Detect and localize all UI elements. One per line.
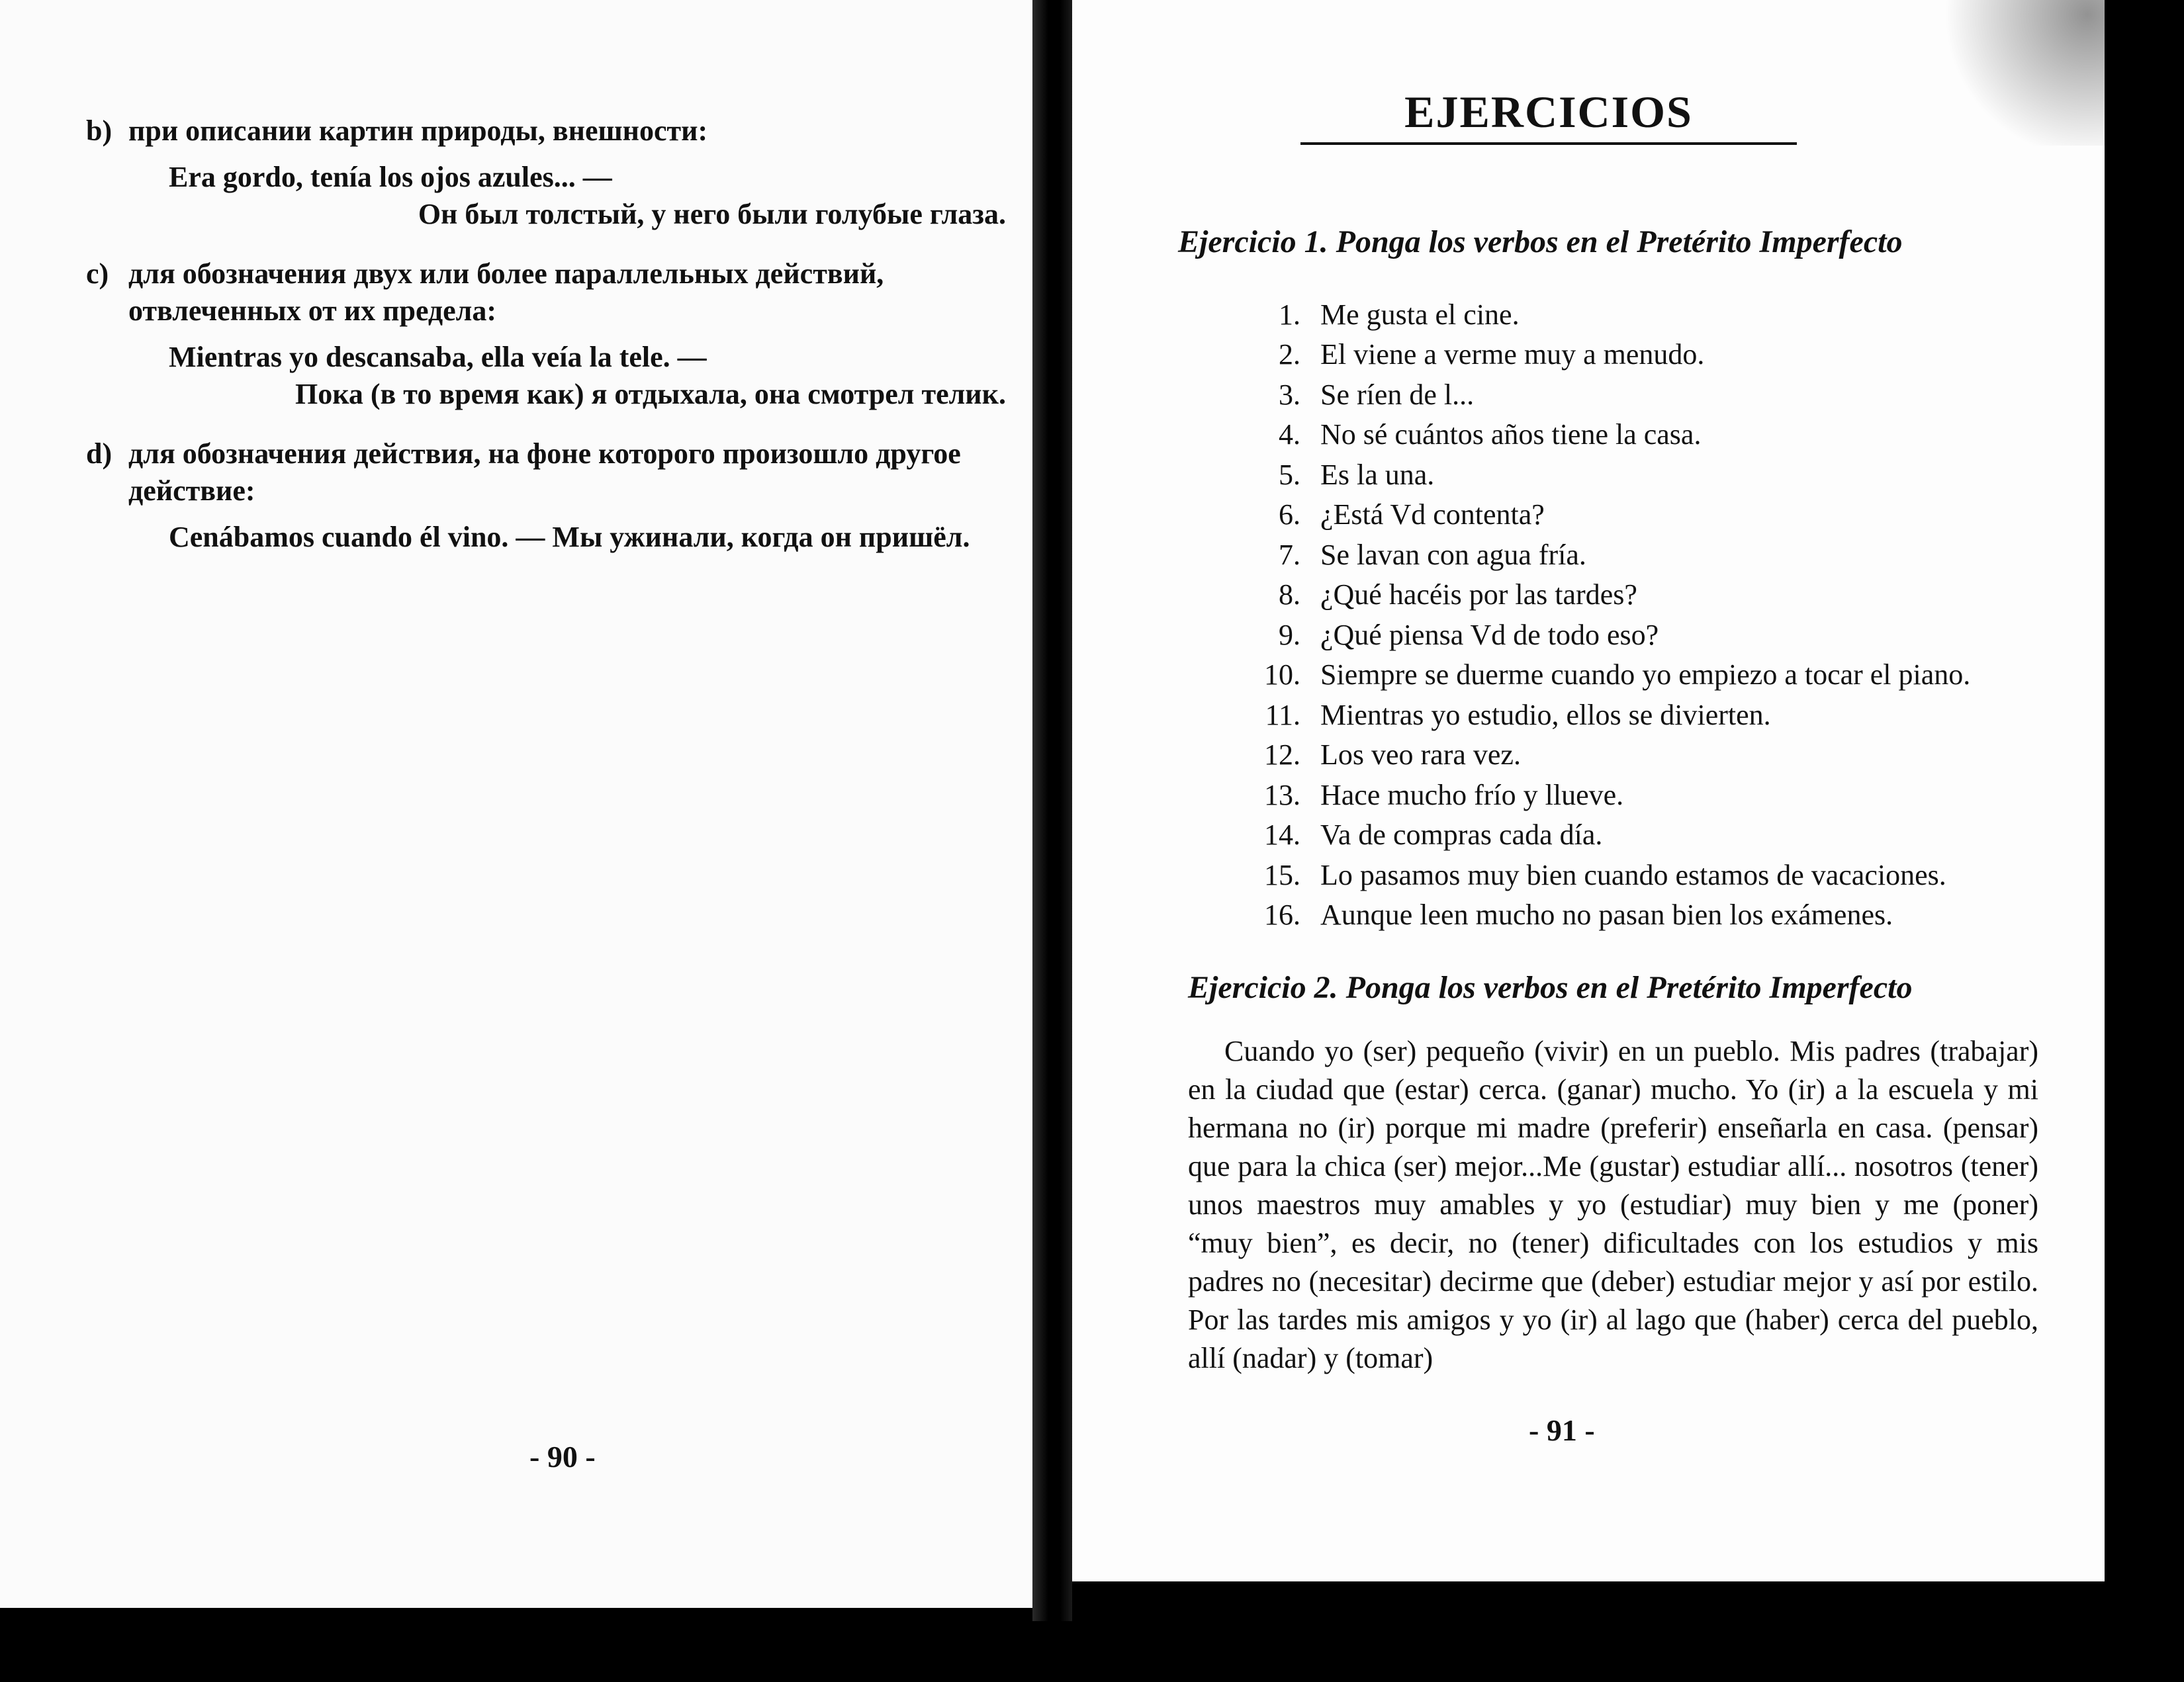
item-sentence: El viene a verme muy a menudo. bbox=[1320, 338, 1705, 371]
item-number: 3. bbox=[1279, 378, 1300, 411]
item-number: 2. bbox=[1279, 338, 1300, 371]
exercise-1-list bbox=[1238, 294, 2098, 935]
section-heading bbox=[1300, 86, 1797, 145]
item-sentence: Me gusta el cine. bbox=[1320, 298, 1520, 331]
item-sentence: Mientras yo estudio, ellos se divierten. bbox=[1320, 698, 1771, 731]
item-number: 13. bbox=[1264, 778, 1300, 811]
item-sentence: Se ríen de l... bbox=[1320, 378, 1475, 411]
item-number: 4. bbox=[1279, 418, 1300, 451]
exercise-1-title: Ejercicio 1. Ponga los verbos en el Pretérito Imperfecto bbox=[1178, 224, 1903, 259]
book-spine bbox=[1032, 0, 1072, 1621]
list-item bbox=[1238, 294, 2098, 335]
item-sentence: ¿Está Vd contenta? bbox=[1320, 498, 1545, 531]
item-number: 16. bbox=[1264, 899, 1300, 932]
item-sentence: Siempre se duerme cuando yo empiezo a tocar el piano. bbox=[1320, 658, 1971, 691]
list-item bbox=[1238, 455, 2098, 495]
list-item bbox=[1238, 655, 2098, 695]
heading-text: EJERCICIOS bbox=[1404, 87, 1693, 137]
list-item bbox=[1238, 895, 2098, 936]
item-number: 5. bbox=[1279, 458, 1300, 491]
example-spanish: Mientras yo descansaba, ella veía la tele. — bbox=[169, 341, 707, 373]
note-letter: d) bbox=[86, 437, 113, 470]
item-number: 1. bbox=[1279, 298, 1300, 331]
item-number: 8. bbox=[1279, 578, 1300, 611]
item-number: 6. bbox=[1279, 498, 1300, 531]
item-number: 15. bbox=[1264, 858, 1300, 891]
grammar-notes bbox=[86, 112, 1006, 578]
item-sentence: Los veo rara vez. bbox=[1320, 738, 1521, 772]
list-item bbox=[1238, 535, 2098, 575]
list-item bbox=[1238, 575, 2098, 615]
note-text: для обозначения действия, на фоне которого произошло другое действие: bbox=[128, 437, 961, 507]
item-number: 7. bbox=[1279, 538, 1300, 571]
note-item-d bbox=[86, 435, 1006, 556]
list-item bbox=[1238, 495, 2098, 535]
item-number: 10. bbox=[1264, 658, 1300, 691]
list-item bbox=[1238, 415, 2098, 455]
note-letter: b) bbox=[86, 114, 113, 147]
left-page bbox=[0, 0, 1052, 1608]
example-russian: Пока (в то время как) я отдыхала, она смотрел телик. bbox=[295, 378, 1006, 410]
item-sentence: Hace mucho frío y llueve. bbox=[1320, 778, 1624, 811]
item-number: 9. bbox=[1279, 618, 1300, 651]
list-item bbox=[1238, 375, 2098, 415]
list-item bbox=[1238, 775, 2098, 815]
list-item bbox=[1238, 335, 2098, 375]
item-sentence: Se lavan con agua fría. bbox=[1320, 538, 1586, 571]
note-text: для обозначения двух или более параллельных действий, отвлеченных от их предела: bbox=[128, 257, 884, 327]
exercise-2-title: Ejercicio 2. Ponga los verbos en el Pretérito Imperfecto bbox=[1188, 970, 1913, 1005]
item-number: 11. bbox=[1265, 698, 1300, 731]
list-item bbox=[1238, 695, 2098, 735]
page-number-right: - 91 - bbox=[1529, 1413, 1595, 1447]
list-item bbox=[1238, 615, 2098, 655]
item-sentence: ¿Qué piensa Vd de todo eso? bbox=[1320, 618, 1659, 651]
item-sentence: Va de compras cada día. bbox=[1320, 819, 1603, 852]
list-item bbox=[1238, 855, 2098, 895]
list-item bbox=[1238, 815, 2098, 856]
exercise-2-paragraph: Cuando yo (ser) pequeño (vivir) en un pueblo. Mis padres (trabajar) en la ciudad que (estar) cerca. (ganar) mucho. Yo (ir) a la escuela y mi hermana no (ir) porque mi madre (preferir) enseñarla en casa. (pensar) que para la chica (ser) mejor...Me (gustar) estudiar allí... nosotros (tener) unos maestros muy amables y yo (estudiar) muy bien y me (poner) “muy bien”, es decir, no (tener) dificultades con los estudios y mis padres no (necesitar) decirme que (deber) estudiar mejor y así por estilo. Por las tardes mis amigos y yo (ir) al lago que (haber) cerca del pueblo, allí (nadar) y (tomar) bbox=[1188, 1035, 2038, 1374]
item-number: 14. bbox=[1264, 819, 1300, 852]
example-spanish: Era gordo, tenía los ojos azules... — bbox=[169, 161, 612, 193]
item-sentence: ¿Qué hacéis por las tardes? bbox=[1320, 578, 1637, 611]
item-sentence: No sé cuántos años tiene la casa. bbox=[1320, 418, 1702, 451]
note-text: при описании картин природы, внешности: bbox=[128, 114, 708, 147]
right-page bbox=[1072, 0, 2105, 1581]
item-sentence: Lo pasamos muy bien cuando estamos de vacaciones. bbox=[1320, 858, 1946, 891]
example-inline: Cenábamos cuando él vino. — Мы ужинали, когда он пришёл. bbox=[169, 521, 970, 553]
scan-speckle bbox=[1933, 0, 2105, 146]
item-sentence: Es la una. bbox=[1320, 458, 1435, 491]
item-sentence: Aunque leen mucho no pasan bien los exámenes. bbox=[1320, 899, 1893, 932]
note-item-c bbox=[86, 255, 1006, 413]
note-letter: c) bbox=[86, 257, 109, 290]
example-russian: Он был толстый, у него были голубые глаза. bbox=[418, 198, 1006, 230]
item-number: 12. bbox=[1264, 738, 1300, 772]
list-item bbox=[1238, 735, 2098, 775]
page-number-left: - 90 - bbox=[529, 1440, 596, 1474]
note-item-b bbox=[86, 112, 1006, 233]
